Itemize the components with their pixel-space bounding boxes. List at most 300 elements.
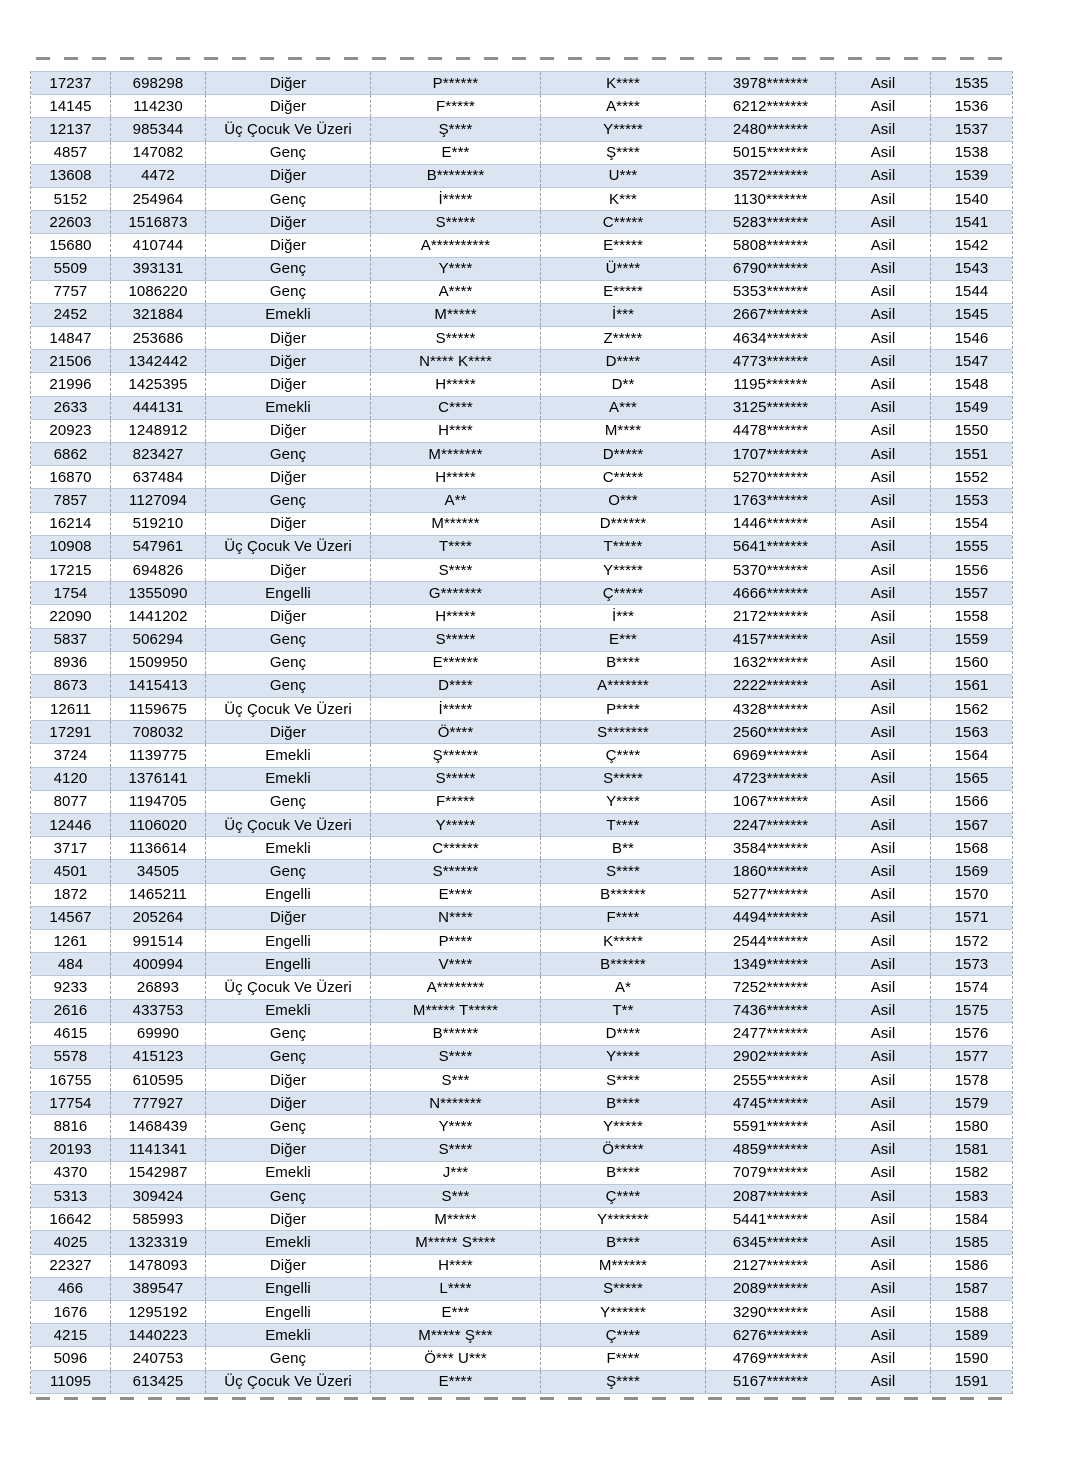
application-no-cell: 147082 [111, 142, 206, 164]
table-row [31, 118, 1012, 141]
applicant-no-cell: 2452 [31, 304, 111, 326]
id-number-masked-cell: 5353******* [706, 281, 836, 303]
application-no-cell: 69990 [111, 1023, 206, 1045]
draw-sequence-cell: 1544 [954, 283, 989, 301]
draw-sequence-cell: 1588 [954, 1303, 989, 1321]
application-no-cell: 694826 [111, 559, 206, 581]
table-row [31, 211, 1012, 234]
id-number-masked-cell: 2089******* [706, 1278, 836, 1300]
id-number-masked-cell: 5370******* [706, 559, 836, 581]
status-cell: Asil [836, 907, 931, 929]
last-name-masked-cell: İ*** [541, 304, 706, 326]
draw-sequence-cell: 1548 [954, 376, 989, 394]
category-cell: Üç Çocuk Ve Üzeri [206, 814, 371, 836]
id-number-masked-cell: 4723******* [706, 768, 836, 790]
page-top-dashed-border [36, 57, 1008, 60]
status-cell: Asil [836, 559, 931, 581]
category-cell: Engelli [206, 884, 371, 906]
status-cell: Asil [836, 605, 931, 627]
applicant-no-cell: 5096 [31, 1347, 111, 1369]
applicant-no-cell: 14847 [31, 327, 111, 349]
status-cell: Asil [836, 165, 931, 187]
last-name-masked-cell: Y***** [541, 559, 706, 581]
last-name-masked-cell: Y****** [541, 1301, 706, 1323]
status-cell: Asil [836, 629, 931, 651]
category-cell: Genç [206, 1115, 371, 1137]
first-name-masked-cell: M***** [371, 1208, 541, 1230]
last-name-masked-cell: S**** [541, 860, 706, 882]
draw-sequence-cell: 1543 [954, 260, 989, 278]
id-number-masked-cell: 4859******* [706, 1139, 836, 1161]
draw-sequence-cell: 1569 [954, 862, 989, 880]
category-cell: Üç Çocuk Ve Üzeri [206, 698, 371, 720]
id-number-masked-cell: 2127******* [706, 1255, 836, 1277]
status-cell: Asil [836, 281, 931, 303]
category-cell: Emekli [206, 768, 371, 790]
application-no-cell: 444131 [111, 397, 206, 419]
status-cell: Asil [836, 814, 931, 836]
application-no-cell: 519210 [111, 513, 206, 535]
id-number-masked-cell: 2247******* [706, 814, 836, 836]
application-no-cell: 309424 [111, 1185, 206, 1207]
status-cell: Asil [836, 258, 931, 280]
table-row [31, 443, 1012, 466]
status-cell: Asil [836, 1069, 931, 1091]
applicant-no-cell: 5509 [31, 258, 111, 280]
category-cell: Engelli [206, 930, 371, 952]
last-name-masked-cell: D****** [541, 513, 706, 535]
status-cell: Asil [836, 884, 931, 906]
category-cell: Diğer [206, 72, 371, 94]
status-cell: Asil [836, 327, 931, 349]
table-row [31, 1185, 1012, 1208]
draw-sequence-cell: 1555 [954, 538, 989, 556]
applicant-no-cell: 16214 [31, 513, 111, 535]
application-no-cell: 393131 [111, 258, 206, 280]
draw-sequence-cell: 1583 [954, 1187, 989, 1205]
first-name-masked-cell: E****** [371, 652, 541, 674]
table-row [31, 675, 1012, 698]
last-name-masked-cell: C***** [541, 466, 706, 488]
draw-sequence-cell: 1590 [954, 1349, 989, 1367]
applicant-no-cell: 1754 [31, 582, 111, 604]
category-cell: Emekli [206, 744, 371, 766]
application-no-cell: 1465211 [111, 884, 206, 906]
first-name-masked-cell: T**** [371, 536, 541, 558]
last-name-masked-cell: M**** [541, 420, 706, 442]
draw-sequence-cell: 1558 [954, 607, 989, 625]
category-cell: Emekli [206, 304, 371, 326]
applicant-no-cell: 5313 [31, 1185, 111, 1207]
table-row [31, 721, 1012, 744]
status-cell: Asil [836, 536, 931, 558]
last-name-masked-cell: B**** [541, 1231, 706, 1253]
first-name-masked-cell: B******** [371, 165, 541, 187]
applicant-no-cell: 8936 [31, 652, 111, 674]
first-name-masked-cell: C**** [371, 397, 541, 419]
category-cell: Diğer [206, 513, 371, 535]
application-no-cell: 34505 [111, 860, 206, 882]
applicant-no-cell: 8673 [31, 675, 111, 697]
last-name-masked-cell: B****** [541, 953, 706, 975]
table-row [31, 373, 1012, 396]
application-no-cell: 1468439 [111, 1115, 206, 1137]
status-cell: Asil [836, 118, 931, 140]
first-name-masked-cell: C****** [371, 837, 541, 859]
table-row [31, 744, 1012, 767]
category-cell: Diğer [206, 907, 371, 929]
last-name-masked-cell: D** [541, 373, 706, 395]
category-cell: Genç [206, 1185, 371, 1207]
id-number-masked-cell: 7079******* [706, 1162, 836, 1184]
first-name-masked-cell: F***** [371, 791, 541, 813]
draw-sequence-cell: 1539 [954, 167, 989, 185]
last-name-masked-cell: Y******* [541, 1208, 706, 1230]
last-name-masked-cell: F**** [541, 907, 706, 929]
draw-sequence-cell: 1562 [954, 700, 989, 718]
applicant-no-cell: 2633 [31, 397, 111, 419]
draw-sequence-cell: 1535 [954, 74, 989, 92]
table-row [31, 930, 1012, 953]
status-cell: Asil [836, 350, 931, 372]
id-number-masked-cell: 7252******* [706, 976, 836, 998]
kura-results-table [30, 71, 1013, 1394]
id-number-masked-cell: 1707******* [706, 443, 836, 465]
application-no-cell: 415123 [111, 1046, 206, 1068]
table-row [31, 95, 1012, 118]
application-no-cell: 205264 [111, 907, 206, 929]
id-number-masked-cell: 2087******* [706, 1185, 836, 1207]
draw-sequence-cell: 1582 [954, 1164, 989, 1182]
id-number-masked-cell: 6969******* [706, 744, 836, 766]
table-row [31, 188, 1012, 211]
last-name-masked-cell: C***** [541, 211, 706, 233]
applicant-no-cell: 11095 [31, 1371, 111, 1393]
table-row [31, 1231, 1012, 1254]
application-no-cell: 1376141 [111, 768, 206, 790]
status-cell: Asil [836, 953, 931, 975]
first-name-masked-cell: M***** T***** [371, 1000, 541, 1022]
last-name-masked-cell: Ş**** [541, 142, 706, 164]
table-row [31, 489, 1012, 512]
category-cell: Diğer [206, 1069, 371, 1091]
draw-sequence-cell: 1591 [954, 1373, 989, 1391]
category-cell: Diğer [206, 420, 371, 442]
first-name-masked-cell: M***** [371, 304, 541, 326]
last-name-masked-cell: Y**** [541, 1046, 706, 1068]
application-no-cell: 1415413 [111, 675, 206, 697]
status-cell: Asil [836, 976, 931, 998]
last-name-masked-cell: B**** [541, 1092, 706, 1114]
table-row [31, 1046, 1012, 1069]
status-cell: Asil [836, 188, 931, 210]
applicant-no-cell: 3717 [31, 837, 111, 859]
application-no-cell: 254964 [111, 188, 206, 210]
id-number-masked-cell: 5277******* [706, 884, 836, 906]
category-cell: Diğer [206, 327, 371, 349]
category-cell: Genç [206, 142, 371, 164]
first-name-masked-cell: İ***** [371, 188, 541, 210]
category-cell: Diğer [206, 211, 371, 233]
last-name-masked-cell: Ü**** [541, 258, 706, 280]
last-name-masked-cell: A*** [541, 397, 706, 419]
draw-sequence-cell: 1565 [954, 770, 989, 788]
application-no-cell: 1159675 [111, 698, 206, 720]
last-name-masked-cell: D**** [541, 1023, 706, 1045]
category-cell: Engelli [206, 1278, 371, 1300]
application-no-cell: 777927 [111, 1092, 206, 1114]
applicant-no-cell: 8816 [31, 1115, 111, 1137]
id-number-masked-cell: 6276******* [706, 1324, 836, 1346]
id-number-masked-cell: 5591******* [706, 1115, 836, 1137]
category-cell: Genç [206, 281, 371, 303]
category-cell: Genç [206, 1347, 371, 1369]
applicant-no-cell: 22603 [31, 211, 111, 233]
draw-sequence-cell: 1571 [954, 909, 989, 927]
draw-sequence-cell: 1536 [954, 97, 989, 115]
draw-sequence-cell: 1585 [954, 1233, 989, 1251]
status-cell: Asil [836, 142, 931, 164]
draw-sequence-cell: 1553 [954, 491, 989, 509]
category-cell: Üç Çocuk Ve Üzeri [206, 118, 371, 140]
application-no-cell: 1542987 [111, 1162, 206, 1184]
category-cell: Diğer [206, 721, 371, 743]
first-name-masked-cell: Ö**** [371, 721, 541, 743]
last-name-masked-cell: T** [541, 1000, 706, 1022]
status-cell: Asil [836, 72, 931, 94]
id-number-masked-cell: 1349******* [706, 953, 836, 975]
id-number-masked-cell: 5641******* [706, 536, 836, 558]
status-cell: Asil [836, 1371, 931, 1393]
applicant-no-cell: 9233 [31, 976, 111, 998]
application-no-cell: 114230 [111, 95, 206, 117]
status-cell: Asil [836, 930, 931, 952]
id-number-masked-cell: 6790******* [706, 258, 836, 280]
category-cell: Üç Çocuk Ve Üzeri [206, 976, 371, 998]
draw-sequence-cell: 1572 [954, 932, 989, 950]
table-row [31, 1115, 1012, 1138]
table-row [31, 142, 1012, 165]
application-no-cell: 1248912 [111, 420, 206, 442]
first-name-masked-cell: E*** [371, 1301, 541, 1323]
application-no-cell: 4472 [111, 165, 206, 187]
application-no-cell: 613425 [111, 1371, 206, 1393]
status-cell: Asil [836, 791, 931, 813]
last-name-masked-cell: T***** [541, 536, 706, 558]
applicant-no-cell: 12611 [31, 698, 111, 720]
applicant-no-cell: 7757 [31, 281, 111, 303]
id-number-masked-cell: 1763******* [706, 489, 836, 511]
table-row [31, 397, 1012, 420]
table-row [31, 466, 1012, 489]
id-number-masked-cell: 2555******* [706, 1069, 836, 1091]
first-name-masked-cell: Y***** [371, 814, 541, 836]
status-cell: Asil [836, 211, 931, 233]
application-no-cell: 240753 [111, 1347, 206, 1369]
status-cell: Asil [836, 1324, 931, 1346]
first-name-masked-cell: E*** [371, 142, 541, 164]
table-row [31, 976, 1012, 999]
table-row [31, 1162, 1012, 1185]
first-name-masked-cell: A********** [371, 234, 541, 256]
applicant-no-cell: 16870 [31, 466, 111, 488]
status-cell: Asil [836, 1046, 931, 1068]
draw-sequence-cell: 1589 [954, 1326, 989, 1344]
category-cell: Emekli [206, 1162, 371, 1184]
table-row [31, 72, 1012, 95]
first-name-masked-cell: V**** [371, 953, 541, 975]
id-number-masked-cell: 6212******* [706, 95, 836, 117]
draw-sequence-cell: 1547 [954, 352, 989, 370]
category-cell: Diğer [206, 234, 371, 256]
applicant-no-cell: 13608 [31, 165, 111, 187]
draw-sequence-cell: 1556 [954, 561, 989, 579]
id-number-masked-cell: 1860******* [706, 860, 836, 882]
applicant-no-cell: 16642 [31, 1208, 111, 1230]
status-cell: Asil [836, 837, 931, 859]
draw-sequence-cell: 1557 [954, 584, 989, 602]
status-cell: Asil [836, 1023, 931, 1045]
draw-sequence-cell: 1564 [954, 747, 989, 765]
applicant-no-cell: 4025 [31, 1231, 111, 1253]
id-number-masked-cell: 2480******* [706, 118, 836, 140]
id-number-masked-cell: 1632******* [706, 652, 836, 674]
applicant-no-cell: 4120 [31, 768, 111, 790]
category-cell: Diğer [206, 466, 371, 488]
category-cell: Genç [206, 188, 371, 210]
application-no-cell: 637484 [111, 466, 206, 488]
draw-sequence-cell: 1580 [954, 1118, 989, 1136]
application-no-cell: 698298 [111, 72, 206, 94]
draw-sequence-cell: 1541 [954, 213, 989, 231]
table-row [31, 814, 1012, 837]
draw-sequence-cell: 1551 [954, 445, 989, 463]
applicant-no-cell: 6862 [31, 443, 111, 465]
first-name-masked-cell: M***** S**** [371, 1231, 541, 1253]
table-row [31, 605, 1012, 628]
id-number-masked-cell: 5441******* [706, 1208, 836, 1230]
last-name-masked-cell: K***** [541, 930, 706, 952]
id-number-masked-cell: 3290******* [706, 1301, 836, 1323]
table-row [31, 559, 1012, 582]
application-no-cell: 1127094 [111, 489, 206, 511]
id-number-masked-cell: 2544******* [706, 930, 836, 952]
status-cell: Asil [836, 1139, 931, 1161]
category-cell: Diğer [206, 373, 371, 395]
category-cell: Genç [206, 675, 371, 697]
last-name-masked-cell: A* [541, 976, 706, 998]
status-cell: Asil [836, 420, 931, 442]
last-name-masked-cell: D**** [541, 350, 706, 372]
category-cell: Genç [206, 1046, 371, 1068]
table-row [31, 907, 1012, 930]
application-no-cell: 1106020 [111, 814, 206, 836]
applicant-no-cell: 17215 [31, 559, 111, 581]
last-name-masked-cell: U*** [541, 165, 706, 187]
status-cell: Asil [836, 234, 931, 256]
first-name-masked-cell: D**** [371, 675, 541, 697]
first-name-masked-cell: Y**** [371, 1115, 541, 1137]
status-cell: Asil [836, 698, 931, 720]
applicant-no-cell: 16755 [31, 1069, 111, 1091]
applicant-no-cell: 1261 [31, 930, 111, 952]
draw-sequence-cell: 1573 [954, 955, 989, 973]
id-number-masked-cell: 4634******* [706, 327, 836, 349]
application-no-cell: 321884 [111, 304, 206, 326]
draw-sequence-cell: 1578 [954, 1071, 989, 1089]
application-no-cell: 1509950 [111, 652, 206, 674]
category-cell: Diğer [206, 605, 371, 627]
table-row [31, 791, 1012, 814]
application-no-cell: 1086220 [111, 281, 206, 303]
category-cell: Genç [206, 489, 371, 511]
id-number-masked-cell: 4494******* [706, 907, 836, 929]
draw-sequence-cell: 1550 [954, 422, 989, 440]
application-no-cell: 410744 [111, 234, 206, 256]
table-row [31, 304, 1012, 327]
last-name-masked-cell: M****** [541, 1255, 706, 1277]
draw-sequence-cell: 1566 [954, 793, 989, 811]
last-name-masked-cell: F**** [541, 1347, 706, 1369]
table-row [31, 1255, 1012, 1278]
last-name-masked-cell: K*** [541, 188, 706, 210]
applicant-no-cell: 21996 [31, 373, 111, 395]
first-name-masked-cell: S***** [371, 211, 541, 233]
id-number-masked-cell: 4769******* [706, 1347, 836, 1369]
applicant-no-cell: 8077 [31, 791, 111, 813]
id-number-masked-cell: 6345******* [706, 1231, 836, 1253]
last-name-masked-cell: T**** [541, 814, 706, 836]
first-name-masked-cell: S**** [371, 1139, 541, 1161]
application-no-cell: 1323319 [111, 1231, 206, 1253]
last-name-masked-cell: Ş**** [541, 1371, 706, 1393]
application-no-cell: 823427 [111, 443, 206, 465]
draw-sequence-cell: 1579 [954, 1094, 989, 1112]
first-name-masked-cell: P****** [371, 72, 541, 94]
applicant-no-cell: 1872 [31, 884, 111, 906]
id-number-masked-cell: 5283******* [706, 211, 836, 233]
table-row [31, 350, 1012, 373]
application-no-cell: 389547 [111, 1278, 206, 1300]
application-no-cell: 1516873 [111, 211, 206, 233]
id-number-masked-cell: 2477******* [706, 1023, 836, 1045]
applicant-no-cell: 1676 [31, 1301, 111, 1323]
table-row [31, 1069, 1012, 1092]
status-cell: Asil [836, 466, 931, 488]
last-name-masked-cell: E*** [541, 629, 706, 651]
draw-sequence-cell: 1537 [954, 120, 989, 138]
status-cell: Asil [836, 652, 931, 674]
applicant-no-cell: 10908 [31, 536, 111, 558]
table-row [31, 1139, 1012, 1162]
table-row [31, 1301, 1012, 1324]
status-cell: Asil [836, 95, 931, 117]
draw-sequence-cell: 1567 [954, 816, 989, 834]
category-cell: Genç [206, 443, 371, 465]
applicant-no-cell: 17237 [31, 72, 111, 94]
page-bottom-dashed-border [36, 1397, 1008, 1400]
first-name-masked-cell: S***** [371, 629, 541, 651]
draw-sequence-cell: 1576 [954, 1025, 989, 1043]
table-row [31, 165, 1012, 188]
category-cell: Genç [206, 629, 371, 651]
applicant-no-cell: 14145 [31, 95, 111, 117]
last-name-masked-cell: B**** [541, 652, 706, 674]
id-number-masked-cell: 1067******* [706, 791, 836, 813]
table-row [31, 1278, 1012, 1301]
first-name-masked-cell: H**** [371, 420, 541, 442]
table-row [31, 953, 1012, 976]
